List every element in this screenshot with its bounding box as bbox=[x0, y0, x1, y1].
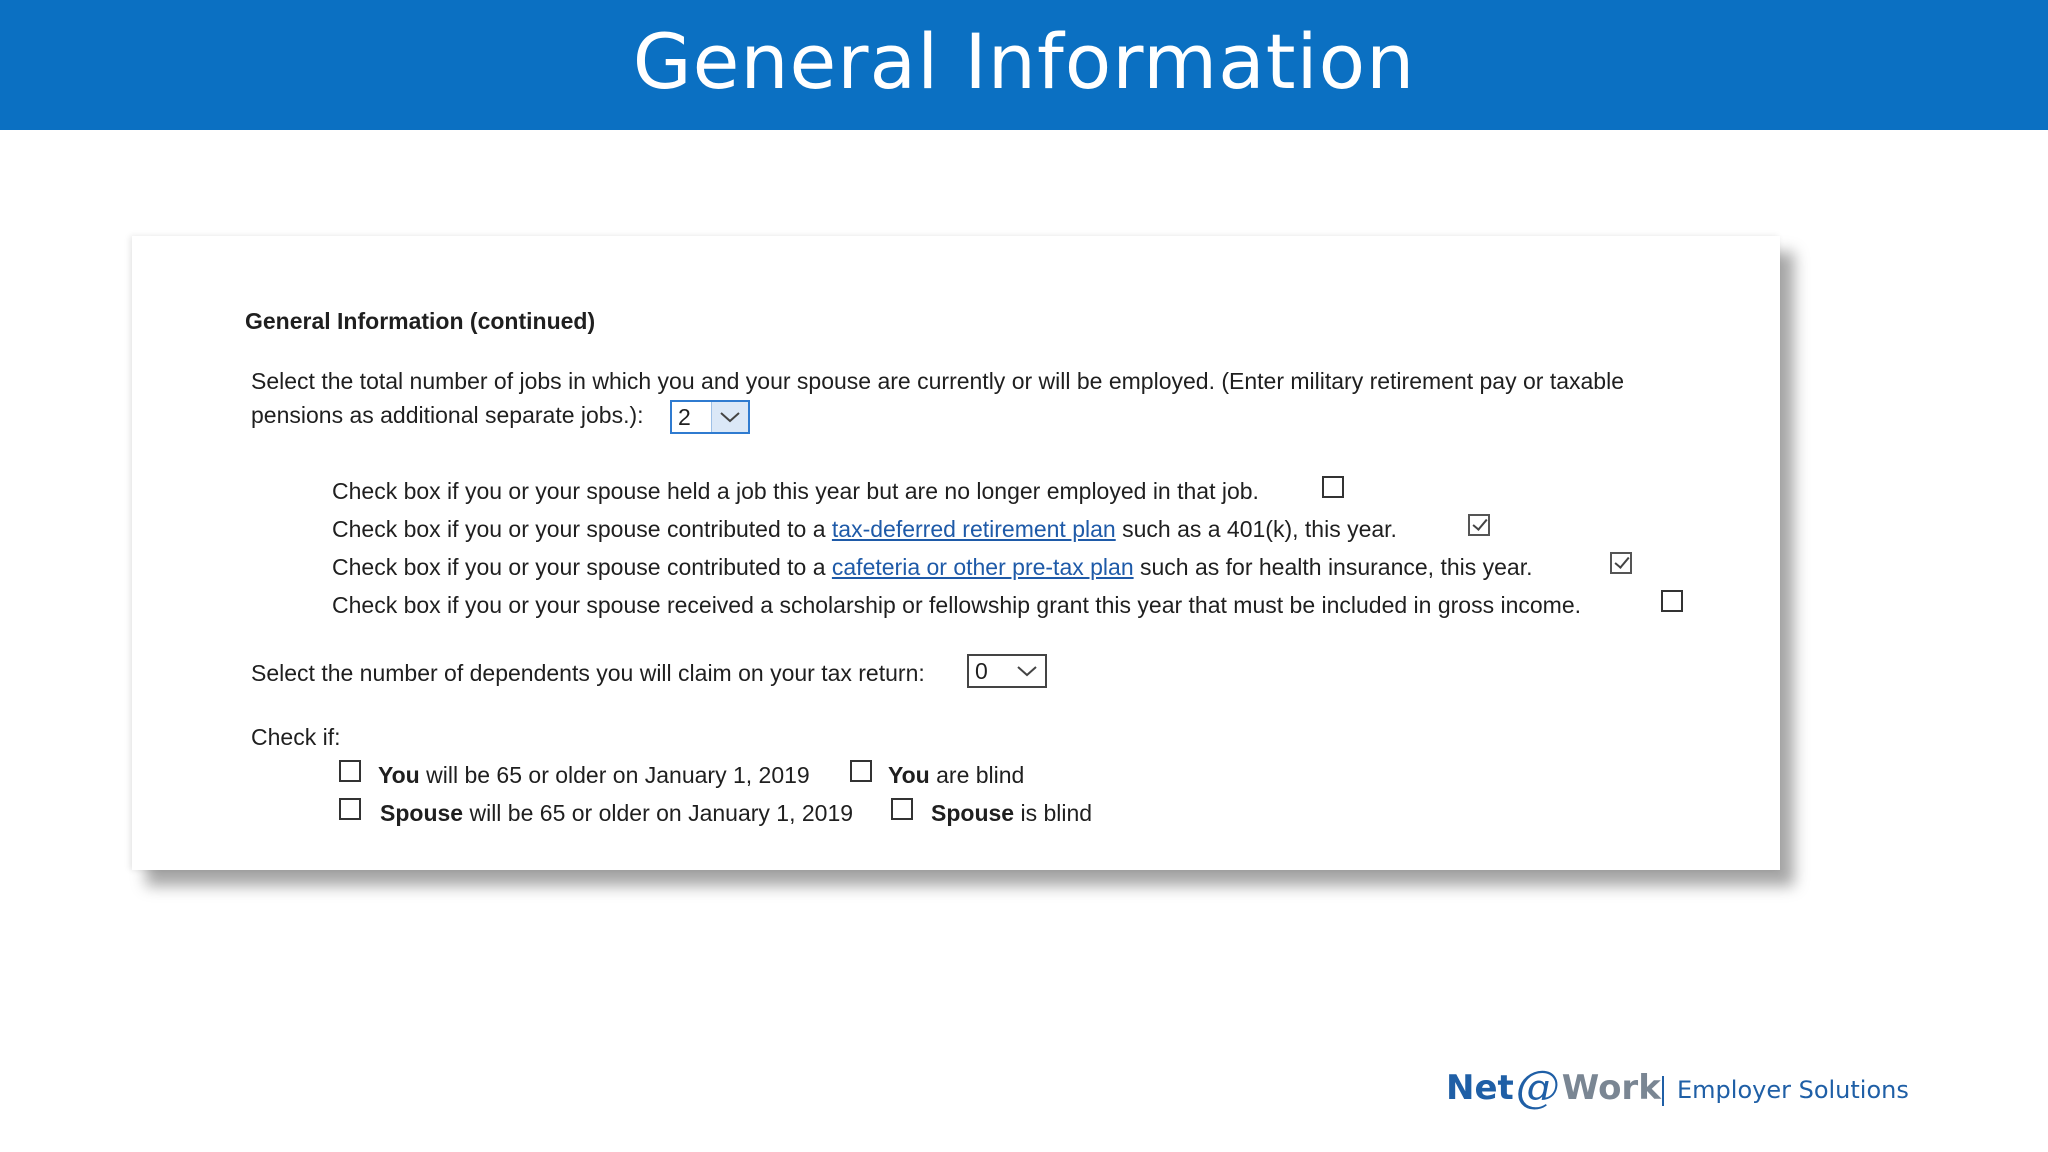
chevron-down-icon bbox=[711, 402, 748, 432]
no-longer-employed-checkbox[interactable] bbox=[1322, 476, 1344, 498]
dependents-prompt: Select the number of dependents you will claim on your tax return: bbox=[251, 660, 925, 686]
check-text-suffix: such as for health insurance, this year. bbox=[1133, 554, 1533, 580]
form-heading: General Information (continued) bbox=[245, 308, 596, 334]
dependents-count-value: 0 bbox=[975, 657, 988, 684]
spouse-65-bold: Spouse bbox=[380, 800, 464, 826]
jobs-prompt-line1: Select the total number of jobs in which you and your spouse are currently or will be employed. (Enter military retirement pay or taxable bbox=[251, 368, 1624, 394]
logo-work-text: Work bbox=[1561, 1067, 1661, 1108]
check-text-suffix: such as a 401(k), this year. bbox=[1115, 516, 1397, 542]
you-blind-rest: are blind bbox=[929, 762, 1025, 788]
cafeteria-pretax-plan-link[interactable]: cafeteria or other pre-tax plan bbox=[831, 554, 1134, 580]
jobs-count-value: 2 bbox=[678, 403, 691, 430]
check-if-label: Check if: bbox=[251, 724, 341, 750]
header-banner bbox=[0, 0, 2048, 130]
footer-tagline: Employer Solutions bbox=[1677, 1076, 1909, 1104]
you-blind-label bbox=[888, 762, 1024, 789]
jobs-prompt-line2: pensions as additional separate jobs.): bbox=[251, 402, 644, 428]
scholarship-checkbox[interactable] bbox=[1661, 590, 1683, 612]
page-title: General Information bbox=[632, 16, 1416, 106]
you-65-checkbox[interactable] bbox=[339, 760, 361, 782]
form-screenshot-card bbox=[132, 236, 1780, 870]
check-text-no-longer-employed: Check box if you or your spouse held a job this year but are no longer employed in that job. bbox=[332, 478, 1259, 504]
tax-deferred-plan-checkbox[interactable] bbox=[1468, 514, 1490, 536]
you-65-bold: You bbox=[378, 762, 420, 788]
dependents-count-select[interactable] bbox=[967, 654, 1047, 688]
check-text-tax-deferred bbox=[332, 516, 1397, 543]
spouse-65-checkbox[interactable] bbox=[339, 798, 361, 820]
spouse-65-label bbox=[380, 800, 853, 827]
networks-logo bbox=[1446, 1062, 1661, 1113]
spouse-blind-label bbox=[931, 800, 1092, 827]
check-text-scholarship: Check box if you or your spouse received a scholarship or fellowship grant this year that must be included in gross income. bbox=[332, 592, 1582, 618]
check-text-cafeteria bbox=[332, 554, 1533, 581]
tax-deferred-retirement-plan-link[interactable]: tax-deferred retirement plan bbox=[831, 516, 1116, 542]
check-text-prefix: Check box if you or your spouse contributed to a bbox=[332, 516, 832, 542]
spouse-blind-checkbox[interactable] bbox=[891, 798, 913, 820]
check-text-prefix: Check box if you or your spouse contributed to a bbox=[332, 554, 832, 580]
you-blind-checkbox[interactable] bbox=[850, 760, 872, 782]
jobs-count-select[interactable] bbox=[670, 400, 750, 434]
spouse-blind-rest: is blind bbox=[1014, 800, 1093, 826]
chevron-down-icon bbox=[1009, 656, 1045, 686]
spouse-65-rest: will be 65 or older on January 1, 2019 bbox=[463, 800, 854, 826]
cafeteria-plan-checkbox[interactable] bbox=[1610, 552, 1632, 574]
logo-net-text: Net bbox=[1446, 1067, 1514, 1108]
footer-divider bbox=[1662, 1076, 1664, 1106]
you-65-rest: will be 65 or older on January 1, 2019 bbox=[419, 762, 810, 788]
logo-at-symbol: @ bbox=[1515, 1062, 1560, 1113]
spouse-blind-bold: Spouse bbox=[931, 800, 1015, 826]
you-65-label bbox=[378, 762, 810, 789]
you-blind-bold: You bbox=[888, 762, 930, 788]
